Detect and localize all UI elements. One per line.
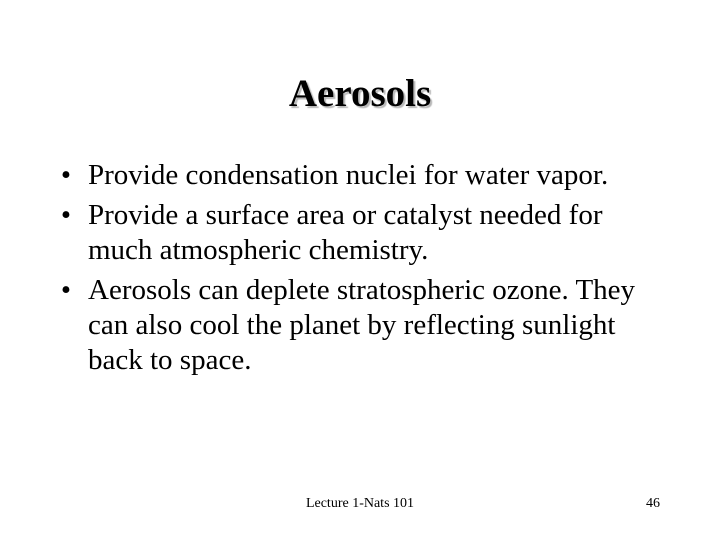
bullet-item bbox=[56, 158, 656, 193]
bullet-text: Provide condensation nuclei for water vapor. bbox=[88, 159, 609, 191]
bullet-list bbox=[56, 158, 656, 383]
bullet-item bbox=[56, 273, 656, 378]
bullet-marker: • bbox=[60, 199, 72, 231]
bullet-item bbox=[56, 198, 656, 268]
footer-lecture-label: Lecture 1-Nats 101 bbox=[305, 496, 415, 511]
bullet-marker: • bbox=[60, 274, 72, 306]
bullet-text: Aerosols can deplete stratospheric ozone. They can also cool the planet by reflecting sunlight back to space. bbox=[88, 274, 636, 376]
bullet-marker: • bbox=[60, 159, 72, 191]
slide-title: Aerosols bbox=[288, 72, 432, 115]
footer-page-number: 46 bbox=[646, 496, 660, 511]
bullet-text: Provide a surface area or catalyst needed for much atmospheric chemistry. bbox=[88, 199, 603, 266]
